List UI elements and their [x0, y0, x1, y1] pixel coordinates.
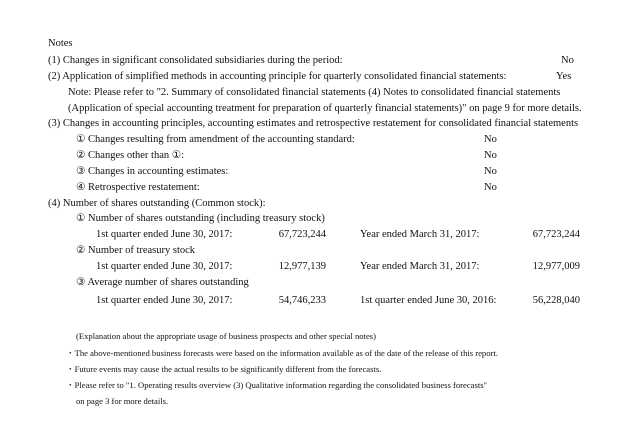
shares-right-label: 1st quarter ended June 30, 2016:: [360, 295, 497, 306]
item3-row-label: ② Changes other than ①:: [76, 150, 185, 161]
explanation-bullet: ・Please refer to "1. Operating results overview (3) Qualitative information regarding the consolidated business forecasts": [66, 380, 488, 390]
item2-label: (2) Application of simplified methods in accounting principle for quarterly consolidated financial statements:: [48, 71, 507, 82]
item3-row-value: No: [484, 150, 497, 161]
item3-row-value: No: [484, 182, 497, 193]
explanation-continuation: on page 3 for more details.: [76, 396, 169, 406]
shares-group-heading: ① Number of shares outstanding (including treasury stock): [76, 213, 325, 224]
shares-group-heading: ③ Average number of shares outstanding: [76, 277, 249, 288]
shares-right-value: 12,977,009: [532, 261, 580, 272]
item1-value: No: [561, 55, 574, 66]
shares-left-value: 12,977,139: [278, 261, 326, 272]
shares-left-label: 1st quarter ended June 30, 2017:: [96, 229, 233, 240]
explanation-bullet: ・Future events may cause the actual results to be significantly different from the forecasts.: [66, 364, 382, 374]
shares-group-heading: ② Number of treasury stock: [76, 245, 196, 256]
explanation-bullet: ・The above-mentioned business forecasts were based on the information available as of the date of the release of this report.: [66, 348, 498, 358]
item3-row-label: ④ Retrospective restatement:: [76, 182, 200, 193]
item3-row-value: No: [484, 166, 497, 177]
shares-left-value: 54,746,233: [278, 295, 326, 306]
item2-note-line1: Note: Please refer to "2. Summary of consolidated financial statements (4) Notes to consolidated financial statements: [68, 87, 561, 98]
notes-title: Notes: [48, 38, 73, 49]
item3-row-label: ③ Changes in accounting estimates:: [76, 166, 229, 177]
item4-label: (4) Number of shares outstanding (Common stock):: [48, 198, 266, 209]
shares-left-value: 67,723,244: [278, 229, 326, 240]
shares-right-label: Year ended March 31, 2017:: [360, 229, 480, 240]
item2-note-line2: (Application of special accounting treatment for preparation of quarterly financial statements)" on page 9 for more details.: [68, 103, 582, 114]
shares-left-label: 1st quarter ended June 30, 2017:: [96, 295, 233, 306]
shares-right-label: Year ended March 31, 2017:: [360, 261, 480, 272]
shares-right-value: 56,228,040: [532, 295, 580, 306]
item3-row-value: No: [484, 134, 497, 145]
item3-label: (3) Changes in accounting principles, accounting estimates and retrospective restatement for consolidated financial statements: [48, 118, 579, 129]
shares-left-label: 1st quarter ended June 30, 2017:: [96, 261, 233, 272]
item2-value: Yes: [556, 71, 572, 82]
explanation-heading: (Explanation about the appropriate usage of business prospects and other special notes): [76, 331, 376, 341]
shares-right-value: 67,723,244: [532, 229, 580, 240]
item3-row-label: ① Changes resulting from amendment of the accounting standard:: [76, 134, 355, 145]
item1-label: (1) Changes in significant consolidated subsidiaries during the period:: [48, 55, 343, 66]
